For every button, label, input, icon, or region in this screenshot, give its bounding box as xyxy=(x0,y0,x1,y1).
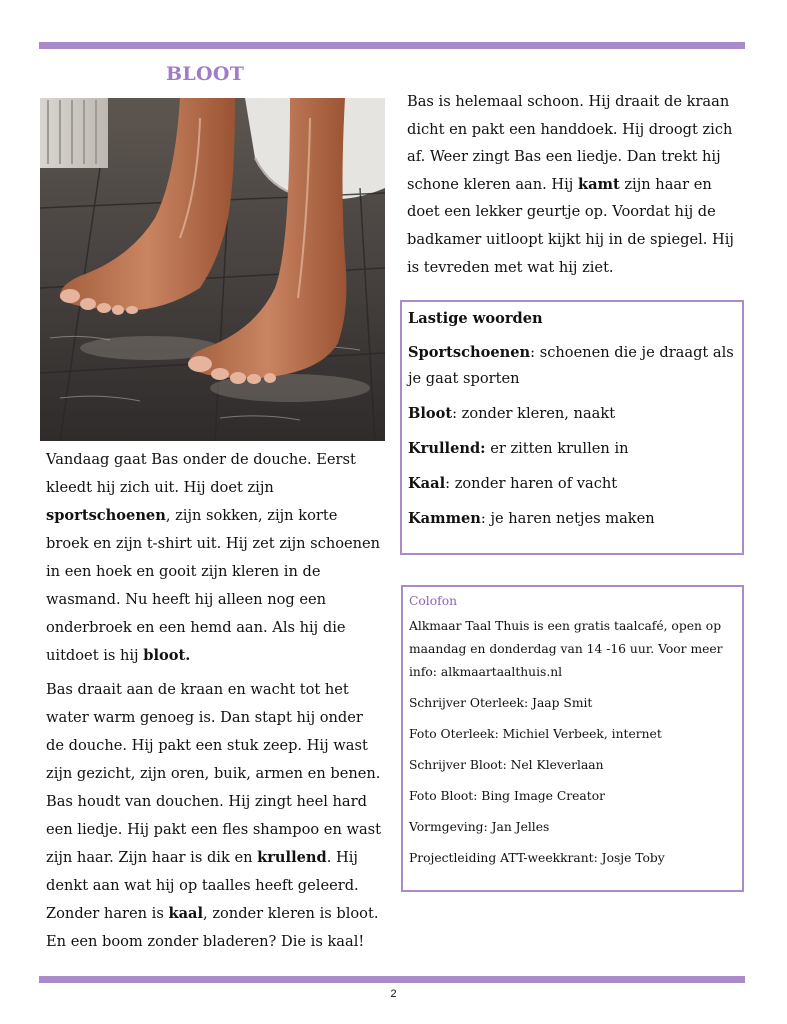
article-body-right xyxy=(407,88,747,287)
colofon-heading: Colofon xyxy=(409,594,458,608)
colofon-line: Foto Bloot: Bing Image Creator xyxy=(409,789,605,803)
glossary-term: Kammen xyxy=(408,510,481,527)
top-rule xyxy=(39,42,745,49)
glossary-definition: je haren netjes maken xyxy=(490,510,655,527)
glossary-definition: zonder kleren, naakt xyxy=(461,405,616,422)
text-run: , zonder kleren is bloot. En een boom zonder bladeren? Die is kaal! xyxy=(46,905,379,950)
bold-word-bloot: bloot. xyxy=(143,647,191,664)
bottom-rule xyxy=(39,976,745,983)
glossary-heading: Lastige woorden xyxy=(408,310,543,327)
glossary-term: Kaal xyxy=(408,475,446,492)
glossary-term: Bloot xyxy=(408,405,453,422)
paragraph-showering xyxy=(46,676,384,956)
glossary-item xyxy=(408,506,736,532)
bold-word-sportschoenen: sportschoenen xyxy=(46,507,166,524)
colofon-line: Vormgeving: Jan Jelles xyxy=(409,820,550,834)
glossary-item xyxy=(408,436,736,462)
glossary-definition: er zitten krullen in xyxy=(490,440,629,457)
glossary-term: Sportschoenen xyxy=(408,344,531,361)
colofon-line: Schrijver Bloot: Nel Kleverlaan xyxy=(409,758,604,772)
glossary-term: Krullend: xyxy=(408,440,486,457)
text-run: . Hij denkt aan wat hij op taalles heeft geleerd. Zonder haren is xyxy=(46,849,359,922)
text-run: Bas is helemaal schoon. Hij draait de kraan dicht en pakt een handdoek. Hij droogt zich af. Weer zingt Bas een liedje. Dan trekt hij schone kleren aan. Hij xyxy=(407,93,733,193)
colofon-line: Schrijver Oterleek: Jaap Smit xyxy=(409,696,593,710)
bold-word-kamt: kamt xyxy=(577,175,620,193)
colofon-line: Foto Oterleek: Michiel Verbeek, internet xyxy=(409,727,662,741)
glossary-item xyxy=(408,471,736,497)
bold-word-krullend: krullend xyxy=(257,849,327,866)
glossary-separator: : xyxy=(452,405,462,422)
glossary-item xyxy=(408,340,736,392)
glossary-definition: schoenen die je draagt als je gaat sporten xyxy=(408,344,734,387)
glossary-definition: zonder haren of vacht xyxy=(454,475,618,492)
paragraph-dressing xyxy=(407,88,747,281)
glossary-separator: : xyxy=(480,510,491,527)
colofon-intro: Alkmaar Taal Thuis is een gratis taalcafé, open op maandag en donderdag van 14 -16 uur. Voor meer info: alkmaartaalthuis.nl xyxy=(409,619,723,679)
text-run: , zijn sokken, zijn korte broek en zijn t-shirt uit. Hij zet zijn schoenen in een hoek en gooit zijn kleren in de wasmand. Nu heeft hij alleen nog een onderbroek en een hemd aan. Als hij die uitdoet is hij xyxy=(46,507,381,664)
colofon-line: Projectleiding ATT-weekkrant: Josje Toby xyxy=(409,851,665,865)
text-run: Vandaag gaat Bas onder de douche. Eerst kleedt hij zich uit. Hij doet zijn xyxy=(46,451,356,496)
article-photo-wet-feet xyxy=(40,98,385,441)
colofon-box xyxy=(401,585,744,892)
text-run: zijn haar en doet een lekker geurtje op. Voordat hij de badkamer uitloopt kijkt hij in de spiegel. Hij is tevreden met wat hij ziet. xyxy=(407,175,734,276)
glossary-item xyxy=(408,401,736,427)
bold-word-kaal: kaal xyxy=(168,905,204,922)
page-number: 2 xyxy=(390,988,397,1000)
glossary-box xyxy=(400,300,744,555)
article-body-left xyxy=(46,446,384,962)
text-run: Bas draait aan de kraan en wacht tot het water warm genoeg is. Dan stapt hij onder de douche. Hij pakt een stuk zeep. Hij wast zijn gezicht, zijn oren, buik, armen en benen. Bas houdt van douchen. Hij zingt heel hard een liedje. Hij pakt een fles shampoo en wast zijn haar. Zijn haar is dik en xyxy=(46,681,382,866)
glossary-separator: : xyxy=(445,475,455,492)
article-title: BLOOT xyxy=(166,63,245,85)
paragraph-undressing xyxy=(46,446,384,670)
glossary-separator: : xyxy=(530,344,540,361)
